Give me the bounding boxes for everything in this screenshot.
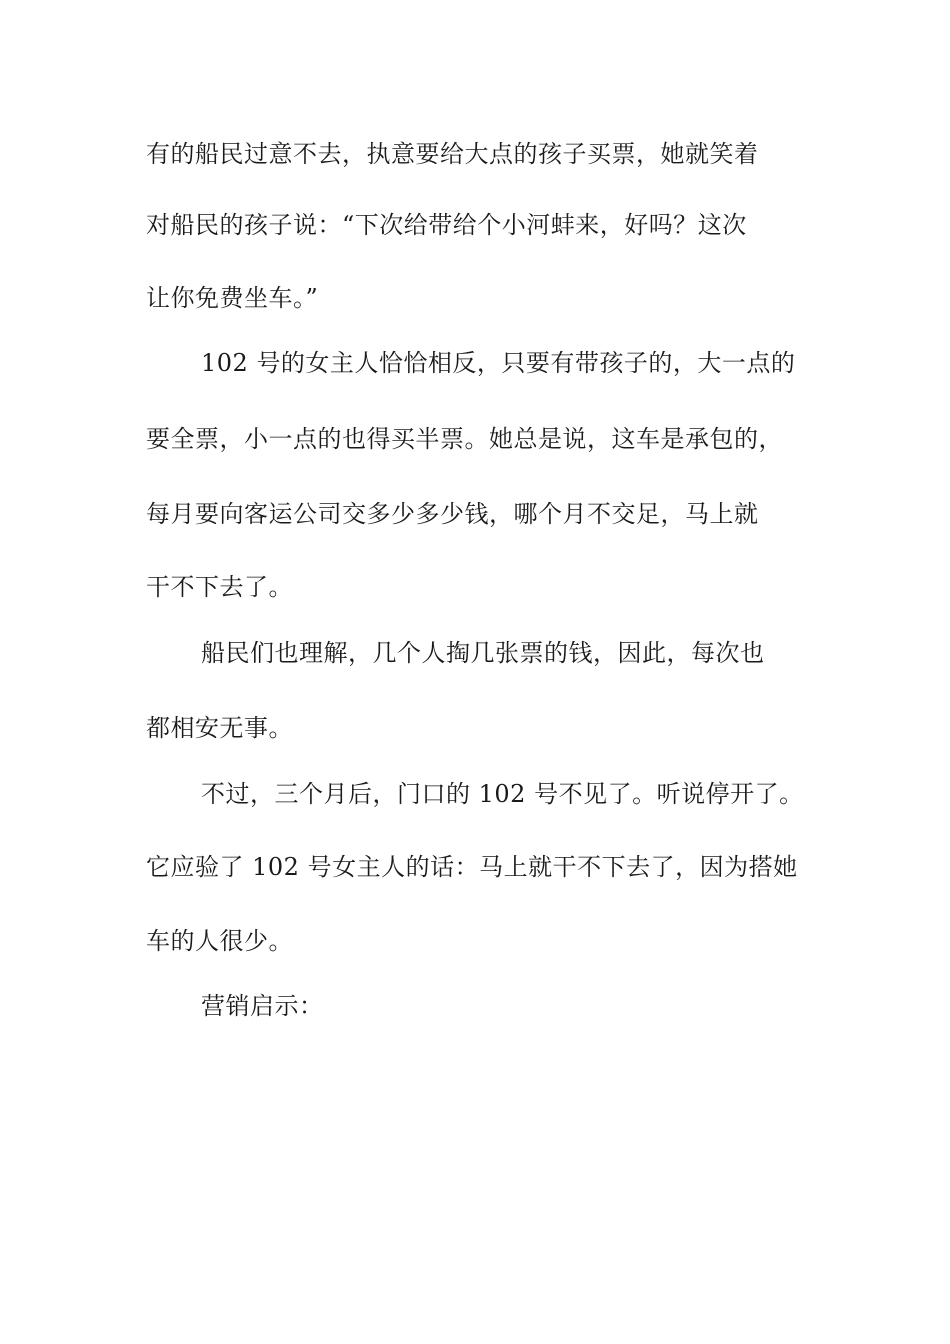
text-line: 要全票，小一点的也得买半票。她总是说，这车是承包的， [146, 425, 783, 453]
text-line: 有的船民过意不去，执意要给大点的孩子买票，她就笑着 [146, 140, 759, 168]
text-line: 让你免费坐车。” [146, 284, 319, 312]
paragraph-start-line: 不过，三个月后，门口的 102 号不见了。听说停开了。 [201, 780, 804, 808]
text-line: 每月要向客运公司交多少多少钱，哪个月不交足，马上就 [146, 500, 759, 528]
paragraph-start-line: 船民们也理解，几个人掏几张票的钱，因此，每次也 [201, 639, 765, 667]
text-line: 干不下去了。 [146, 573, 293, 601]
paragraph-start-line: 102 号的女主人恰恰相反，只要有带孩子的，大一点的 [201, 349, 796, 377]
section-heading: 营销启示： [201, 992, 324, 1020]
text-line: 对船民的孩子说：“下次给带给个小河蚌来，好吗？这次 [146, 211, 747, 239]
text-line: 它应验了 102 号女主人的话：马上就干不下去了，因为搭她 [146, 853, 798, 881]
text-line: 都相安无事。 [146, 714, 293, 742]
text-line: 车的人很少。 [146, 927, 293, 955]
